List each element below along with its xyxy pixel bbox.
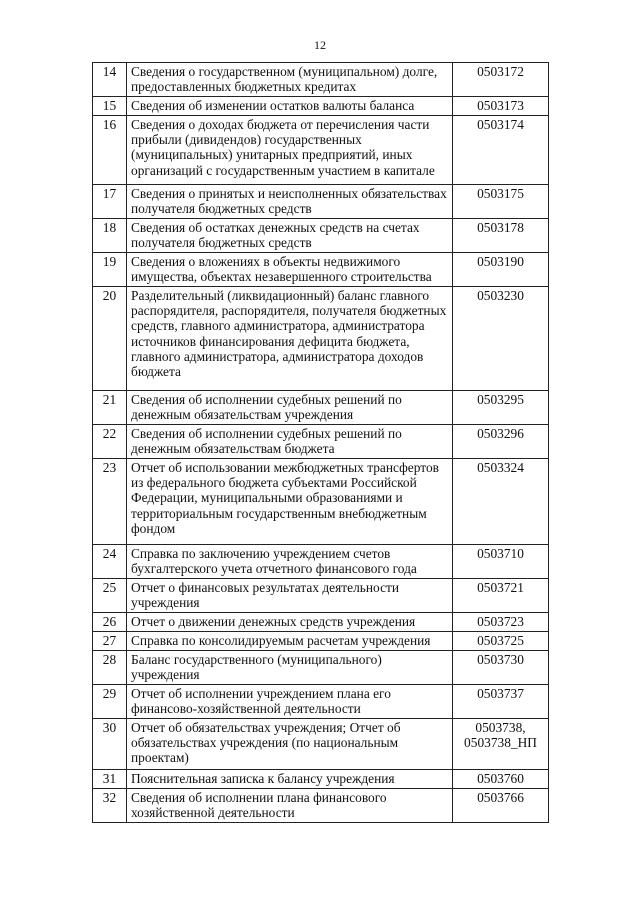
table-row — [93, 770, 549, 789]
row-number: 17 — [93, 185, 127, 219]
row-name: Разделительный (ликвидационный) баланс главного распорядителя, распорядителя, получателя бюджетных средств, главного администратора, администратора источников финансирования дефицита бюджета, главного администратора, администратора доходов бюджета — [127, 287, 453, 391]
row-number: 28 — [93, 651, 127, 685]
row-name: Отчет об использовании межбюджетных трансфертов из федерального бюджета субъектами Российской Федерации, муниципальными образованиями и территориальным государственным внебюджетным фондом — [127, 459, 453, 545]
row-number: 14 — [93, 63, 127, 97]
table-row — [93, 651, 549, 685]
row-code: 0503760 — [453, 770, 549, 789]
row-code: 0503296 — [453, 425, 549, 459]
table-row — [93, 391, 549, 425]
table-row — [93, 632, 549, 651]
row-name: Сведения о доходах бюджета от перечисления части прибыли (дивидендов) государственных (муниципальных) унитарных предприятий, иных организаций с государственным участием в капитале — [127, 116, 453, 185]
row-name: Сведения об исполнении плана финансового хозяйственной деятельности — [127, 789, 453, 823]
table-row — [93, 97, 549, 116]
row-number: 23 — [93, 459, 127, 545]
row-name: Справка по заключению учреждением счетов бухгалтерского учета отчетного финансового года — [127, 545, 453, 579]
row-code: 0503721 — [453, 579, 549, 613]
row-name: Сведения о вложениях в объекты недвижимого имущества, объектах незавершенного строительства — [127, 253, 453, 287]
table-row — [93, 545, 549, 579]
row-number: 15 — [93, 97, 127, 116]
row-code: 0503178 — [453, 219, 549, 253]
row-code: 0503725 — [453, 632, 549, 651]
row-name: Отчет об обязательствах учреждения; Отчет об обязательствах учреждения (по национальным проектам) — [127, 719, 453, 770]
row-code: 0503190 — [453, 253, 549, 287]
row-number: 19 — [93, 253, 127, 287]
row-number: 31 — [93, 770, 127, 789]
row-number: 27 — [93, 632, 127, 651]
table-row — [93, 613, 549, 632]
table-row — [93, 685, 549, 719]
row-number: 32 — [93, 789, 127, 823]
table-row — [93, 116, 549, 185]
row-code: 0503766 — [453, 789, 549, 823]
table-row — [93, 459, 549, 545]
table-row — [93, 185, 549, 219]
row-name: Баланс государственного (муниципального) учреждения — [127, 651, 453, 685]
row-name: Сведения об остатках денежных средств на счетах получателя бюджетных средств — [127, 219, 453, 253]
row-number: 18 — [93, 219, 127, 253]
table-row — [93, 789, 549, 823]
row-name: Отчет о финансовых результатах деятельности учреждения — [127, 579, 453, 613]
row-number: 26 — [93, 613, 127, 632]
row-name: Сведения об изменении остатков валюты баланса — [127, 97, 453, 116]
row-name: Справка по консолидируемым расчетам учреждения — [127, 632, 453, 651]
row-name: Сведения об исполнении судебных решений по денежным обязательствам учреждения — [127, 391, 453, 425]
row-number: 22 — [93, 425, 127, 459]
row-code: 0503738, 0503738_НП — [453, 719, 549, 770]
row-name: Отчет о движении денежных средств учреждения — [127, 613, 453, 632]
row-code: 0503324 — [453, 459, 549, 545]
row-name: Сведения об исполнении судебных решений по денежным обязательствам бюджета — [127, 425, 453, 459]
row-name: Отчет об исполнении учреждением плана его финансово-хозяйственной деятельности — [127, 685, 453, 719]
row-code: 0503173 — [453, 97, 549, 116]
row-code: 0503230 — [453, 287, 549, 391]
row-code: 0503710 — [453, 545, 549, 579]
row-code: 0503172 — [453, 63, 549, 97]
table-row — [93, 219, 549, 253]
row-number: 21 — [93, 391, 127, 425]
row-name: Пояснительная записка к балансу учреждения — [127, 770, 453, 789]
row-number: 30 — [93, 719, 127, 770]
row-code: 0503723 — [453, 613, 549, 632]
row-code: 0503295 — [453, 391, 549, 425]
table-row — [93, 63, 549, 97]
row-name: Сведения о принятых и неисполненных обязательствах получателя бюджетных средств — [127, 185, 453, 219]
row-number: 29 — [93, 685, 127, 719]
row-code: 0503175 — [453, 185, 549, 219]
table-row — [93, 425, 549, 459]
row-code: 0503730 — [453, 651, 549, 685]
table-row — [93, 579, 549, 613]
row-number: 25 — [93, 579, 127, 613]
table-row — [93, 287, 549, 391]
row-number: 16 — [93, 116, 127, 185]
forms-table — [92, 62, 549, 823]
page-number: 12 — [314, 38, 326, 52]
row-number: 20 — [93, 287, 127, 391]
table-row — [93, 253, 549, 287]
row-name: Сведения о государственном (муниципальном) долге, предоставленных бюджетных кредитах — [127, 63, 453, 97]
row-code: 0503174 — [453, 116, 549, 185]
row-code: 0503737 — [453, 685, 549, 719]
row-number: 24 — [93, 545, 127, 579]
table-row — [93, 719, 549, 770]
